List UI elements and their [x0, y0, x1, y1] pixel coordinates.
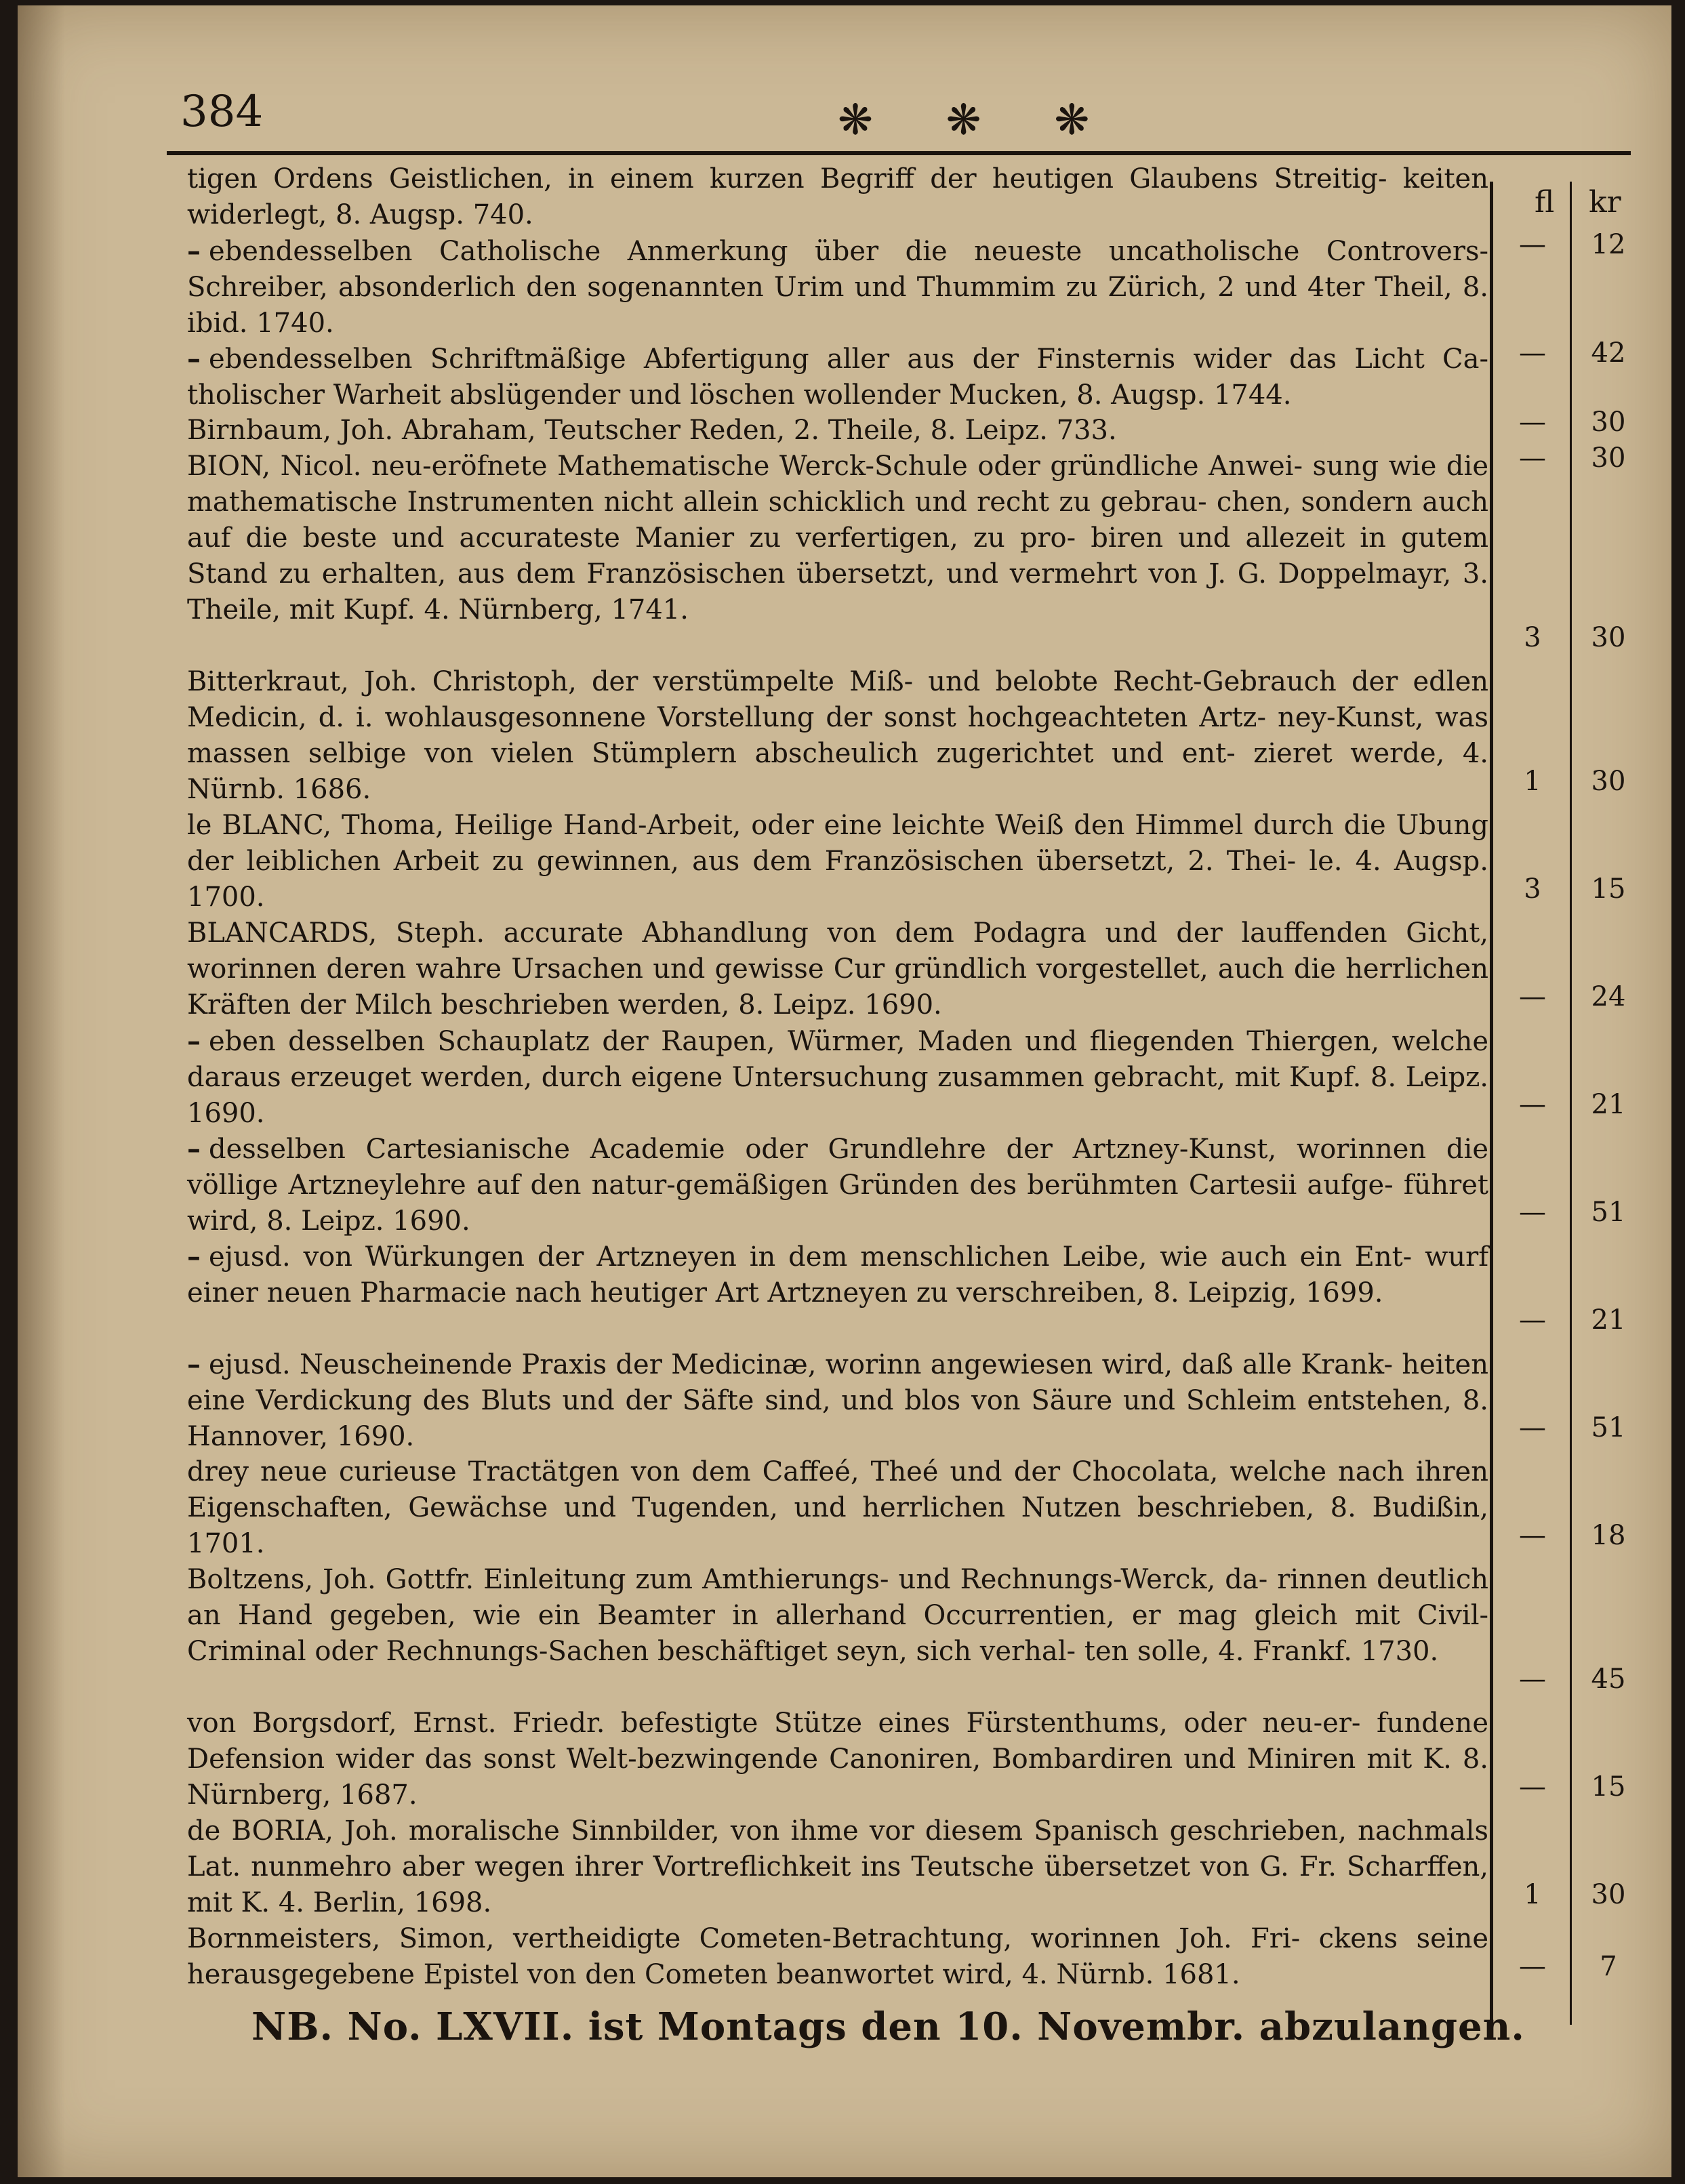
- ornament-icon: ❋: [838, 95, 889, 144]
- catalog-entry: [187, 1023, 1488, 1132]
- price-kr: 30: [1591, 442, 1626, 474]
- entry-text: Birnbaum, Joh. Abraham, Teutscher Reden, 2. Theile, 8. Leipz. 733.: [187, 415, 1117, 446]
- price-kr: 24: [1591, 981, 1626, 1012]
- price-fl: 3: [1524, 873, 1541, 905]
- price-fl: —: [1519, 1664, 1546, 1695]
- entry-text: von Borgsdorf, Ernst. Friedr. befestigte Stütze eines Fürstenthums, oder neu-er- fundene Defension wider das sonst Welt-bezwingende Canoniren, Bombardiren und Miniren mit K. 8. Nürnberg, 1687.: [187, 1708, 1488, 1811]
- price-kr: 15: [1591, 1771, 1626, 1802]
- entry-text: BLANCARDS, Steph. accurate Abhandlung von dem Podagra und der lauffenden Gicht, worinnen deren wahre Ursachen und gewisse Cur gründlich vorgestellet, auch die herrlichen Kräften der Milch beschrieben werden, 8. Leipz. 1690.: [187, 918, 1488, 1021]
- page-number: 384: [180, 87, 264, 137]
- catalog-entry: [187, 161, 1488, 233]
- catalog-entry: [187, 1454, 1488, 1562]
- catalog-entry: [187, 1346, 1488, 1455]
- entry-text: Bornmeisters, Simon, vertheidigte Cometen-Betrachtung, worinnen Joh. Fri- ckens seine herausgegebene Epistel von den Cometen beanwortet wird, 4. Nürnb. 1681.: [187, 1923, 1488, 1990]
- price-fl: —: [1519, 1771, 1546, 1802]
- price-fl: —: [1519, 981, 1546, 1012]
- entry-text: eben desselben Schauplatz der Raupen, Würmer, Maden und fliegenden Thiergen, welche daraus erzeuget werden, durch eigene Untersuchung zusammen gebracht, mit Kupf. 8. Leipz. 1690.: [187, 1026, 1488, 1129]
- catalog-entry: [187, 1813, 1488, 1921]
- catalog-entry: [187, 915, 1488, 1023]
- entry-text: ejusd. Neuscheinende Praxis der Medicinæ, worinn angewiesen wird, daß alle Krank- heiten eine Verdickung des Bluts und der Säfte sind, und blos von Säure und Schleim entstehen, 8. Hannover, 1690.: [187, 1349, 1488, 1452]
- price-fl: 3: [1524, 622, 1541, 653]
- price-kr: 21: [1591, 1089, 1626, 1120]
- price-kr: 7: [1600, 1951, 1617, 1982]
- catalog-entry: [187, 233, 1488, 342]
- page-header: [167, 80, 1631, 161]
- catalog-entry: [187, 808, 1488, 915]
- price-fl: —: [1519, 1951, 1546, 1982]
- entry-text: drey neue curieuse Tractätgen von dem Caffeé, Theé und der Chocolata, welche nach ihren Eigenschaften, Gewächse und Tugenden, und herrlichen Nutzen beschrieben, 8. Budißin, 1701.: [187, 1456, 1488, 1559]
- entry-text: ejusd. von Würkungen der Artzneyen in dem menschlichen Leibe, wie auch ein Ent- wurf einer neuen Pharmacie nach heutiger Art Artzneyen zu verschreiben, 8. Leipzig, 1699.: [187, 1241, 1488, 1309]
- column-header-fl: fl: [1535, 185, 1555, 220]
- price-fl: —: [1519, 229, 1546, 260]
- price-kr: 45: [1591, 1664, 1626, 1695]
- entry-text: BION, Nicol. neu-eröfnete Mathematische Werck-Schule oder gründliche Anwei- sung wie die mathematische Instrumenten nicht allein schicklich und recht zu gebrau- chen, sondern auch auf die beste und accurateste Manier zu verfertigen, zu pro- biren und allezeit in gutem Stand zu erhalten, aus dem Französischen übersetzt, und vermehrt von J. G. Doppelmayr, 3. Theile, mit Kupf. 4. Nürnberg, 1741.: [187, 451, 1488, 625]
- catalog-entry: [187, 341, 1488, 413]
- price-fl: —: [1519, 1197, 1546, 1228]
- price-fl: —: [1519, 407, 1546, 438]
- ditto-dash: –: [187, 1348, 201, 1380]
- book-page: [18, 5, 1671, 2177]
- price-fl: —: [1519, 1520, 1546, 1551]
- price-fl: 1: [1524, 1879, 1541, 1910]
- ditto-dash: –: [187, 1133, 201, 1165]
- price-fl: —: [1519, 1089, 1546, 1120]
- price-kr: 30: [1591, 407, 1626, 438]
- price-kr: 18: [1591, 1520, 1626, 1551]
- header-rule: [167, 151, 1631, 155]
- ornament-icon: ❋: [946, 95, 998, 144]
- catalog-entry: [187, 1921, 1488, 1993]
- ditto-dash: –: [187, 1241, 201, 1273]
- entry-text: le BLANC, Thoma, Heilige Hand-Arbeit, oder eine leichte Weiß den Himmel durch die Ubung der leiblichen Arbeit zu gewinnen, aus dem Französischen übersetzt, 2. Thei- le. 4. Augsp. 1700.: [187, 810, 1488, 913]
- catalog-body: [187, 161, 1488, 2018]
- binding-shadow: [18, 5, 65, 2177]
- ditto-dash: –: [187, 235, 201, 267]
- entry-text: ebendesselben Catholische Anmerkung über die neueste uncatholische Controvers- Schreiber, absonderlich den sogenannten Urim und Thummim zu Zürich, 2 und 4ter Theil, 8. ibid. 1740.: [187, 236, 1488, 339]
- price-kr: 30: [1591, 766, 1626, 797]
- header-ornaments: [838, 95, 1133, 144]
- footer-note: NB. No. LXVII. ist Montags den 10. Novembr. abzulangen.: [251, 2004, 1525, 2049]
- entry-text: de BORIA, Joh. moralische Sinnbilder, von ihme vor diesem Spanisch geschrieben, nachmals Lat. nunmehro aber wegen ihrer Vortreflichkeit ins Teutsche übersetzet von G. Fr. Scharffen, mit K. 4. Berlin, 1698.: [187, 1815, 1488, 1918]
- price-fl: 1: [1524, 766, 1541, 797]
- price-fl: —: [1519, 1412, 1546, 1443]
- entry-text: ebendesselben Schriftmäßige Abfertigung aller aus der Finsternis wider das Licht Ca- tholischer Warheit abslügender und löschen wollender Mucken, 8. Augsp. 1744.: [187, 344, 1488, 411]
- price-kr: 30: [1591, 1879, 1626, 1910]
- price-kr: 51: [1591, 1197, 1626, 1228]
- price-fl: —: [1519, 1304, 1546, 1336]
- price-column-divider: [1570, 182, 1572, 2025]
- entry-text: tigen Ordens Geistlichen, in einem kurzen Begriff der heutigen Glaubens Streitig- keiten widerlegt, 8. Augsp. 740.: [187, 163, 1488, 230]
- price-kr: 51: [1591, 1412, 1626, 1443]
- entry-text: desselben Cartesianische Academie oder Grundlehre der Artzney-Kunst, worinnen die völlige Artzneylehre auf den natur-gemäßigen Gründen des berühmten Cartesii aufge- führet wird, 8. Leipz. 1690.: [187, 1134, 1488, 1237]
- column-header-kr: kr: [1589, 185, 1621, 220]
- price-kr: 42: [1591, 337, 1626, 369]
- price-column-rule: [1490, 182, 1493, 2025]
- catalog-entry: [187, 449, 1488, 628]
- price-kr: 15: [1591, 873, 1626, 905]
- catalog-entry: [187, 1706, 1488, 1813]
- catalog-entry: [187, 1562, 1488, 1670]
- price-kr: 30: [1591, 622, 1626, 653]
- catalog-entry: [187, 1131, 1488, 1239]
- catalog-entry: [187, 664, 1488, 808]
- entry-text: Boltzens, Joh. Gottfr. Einleitung zum Amthierungs- und Rechnungs-Werck, da- rinnen deutlich an Hand gegeben, wie ein Beamter in allerhand Occurrentien, er mag gleich mit Civil-Criminal oder Rechnungs-Sachen beschäftiget seyn, sich verhal- ten solle, 4. Frankf. 1730.: [187, 1564, 1488, 1667]
- ditto-dash: –: [187, 343, 201, 375]
- catalog-entry: [187, 413, 1488, 449]
- ditto-dash: –: [187, 1025, 201, 1057]
- ornament-icon: ❋: [1054, 95, 1106, 144]
- entry-text: Bitterkraut, Joh. Christoph, der verstümpelte Miß- und belobte Recht-Gebrauch der edlen Medicin, d. i. wohlausgesonnene Vorstellung der sonst hochgeachteten Artz- ney-Kunst, was massen selbige von vielen Stümplern abscheulich zugerichtet und ent- zieret werde, 4. Nürnb. 1686.: [187, 666, 1488, 805]
- price-kr: 21: [1591, 1304, 1626, 1336]
- price-kr: 12: [1591, 229, 1626, 260]
- catalog-entry: [187, 1239, 1488, 1311]
- price-fl: —: [1519, 442, 1546, 474]
- price-fl: —: [1519, 337, 1546, 369]
